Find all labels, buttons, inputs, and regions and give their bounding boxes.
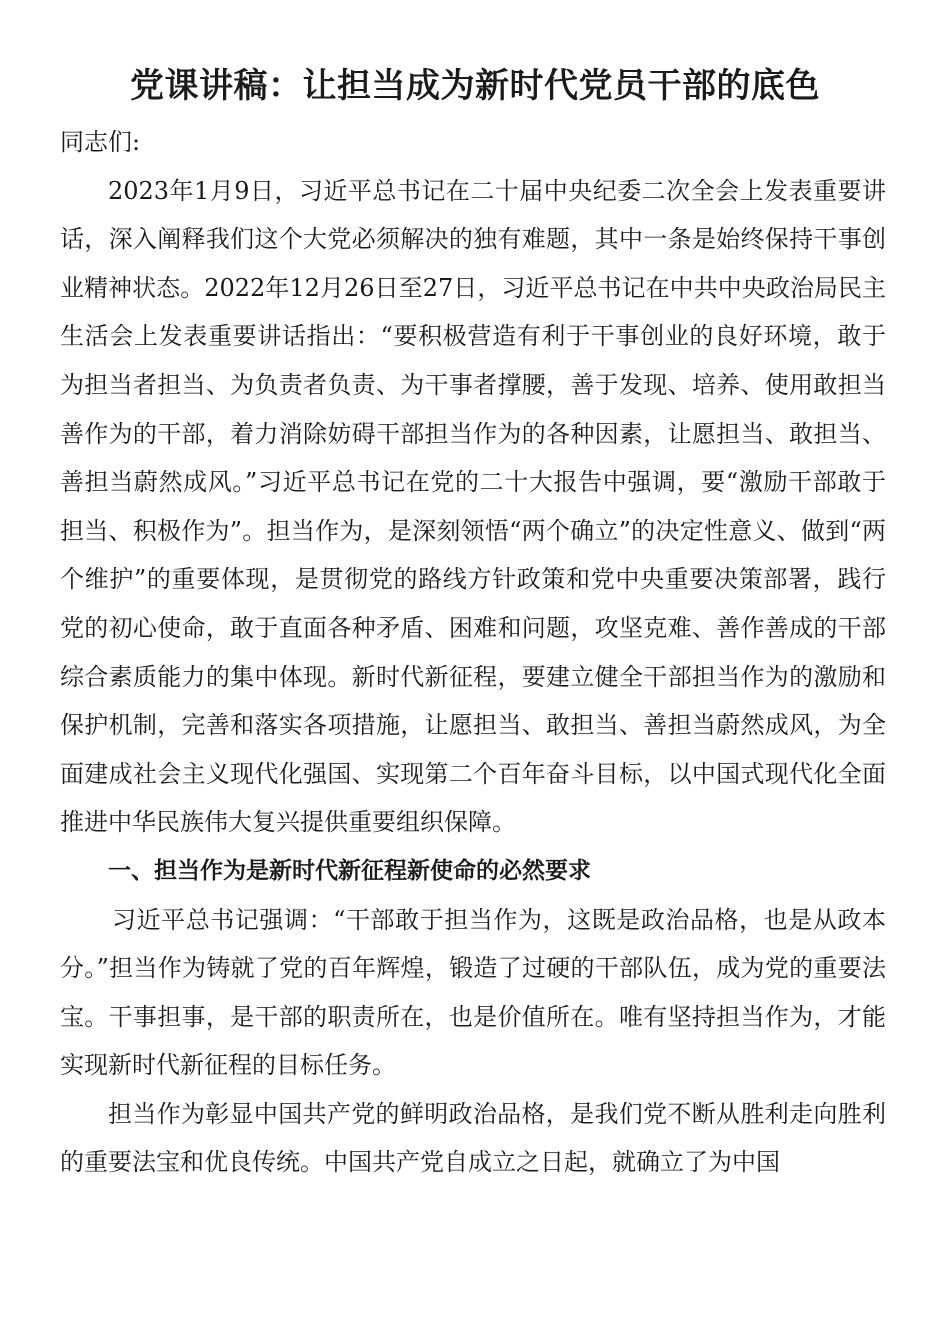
paragraph-section1-second: 担当作为彰显中国共产党的鲜明政治品格，是我们党不断从胜利走向胜利的重要法宝和优良传统。中国共产党自成立之日起，就确立了为中国	[60, 1099, 886, 1177]
section-heading-1: 一、担当作为是新时代新征程新使命的必然要求	[108, 857, 591, 884]
document-title: 党课讲稿：让担当成为新时代党员干部的底色	[130, 66, 820, 106]
paragraph-section1-first: 习近平总书记强调：“干部敢于担当作为，这既是政治品格，也是从政本分。”担当作为铸就了党的百年辉煌，锻造了过硬的干部队伍，成为党的重要法宝。干事担事，是干部的职责所在，也是价值所在。唯有坚持担当作为，才能实现新时代新征程的目标任务。	[60, 905, 886, 1080]
document-body	[60, 118, 886, 1187]
greeting-line: 同志们:	[60, 128, 141, 156]
paragraph-intro: 2023年1月9日，习近平总书记在二十届中央纪委二次全会上发表重要讲话，深入阐释我们这个大党必须解决的独有难题，其中一条是始终保持干事创业精神状态。2022年12月26日至27日，习近平总书记在中共中央政治局民主生活会上发表重要讲话指出：“要积极营造有利于干事创业的良好环境，敢于为担当者担当、为负责者负责、为干事者撑腰，善于发现、培养、使用敢担当善作为的干部，着力消除妨碍干部担当作为的各种因素，让愿担当、敢担当、善担当蔚然成风。”习近平总书记在党的二十大报告中强调，要“激励干部敢于担当、积极作为”。担当作为，是深刻领悟“两个确立”的决定性意义、做到“两个维护”的重要体现，是贯彻党的路线方针政策和党中央重要决策部署，践行党的初心使命，敢于直面各种矛盾、困难和问题，攻坚克难、善作善成的干部综合素质能力的集中体现。新时代新征程，要建立健全干部担当作为的激励和保护机制，完善和落实各项措施，让愿担当、敢担当、善担当蔚然成风，为全面建成社会主义现代化强国、实现第二个百年奋斗目标，以中国式现代化全面推进中华民族伟大复兴提供重要组织保障。	[60, 176, 886, 837]
